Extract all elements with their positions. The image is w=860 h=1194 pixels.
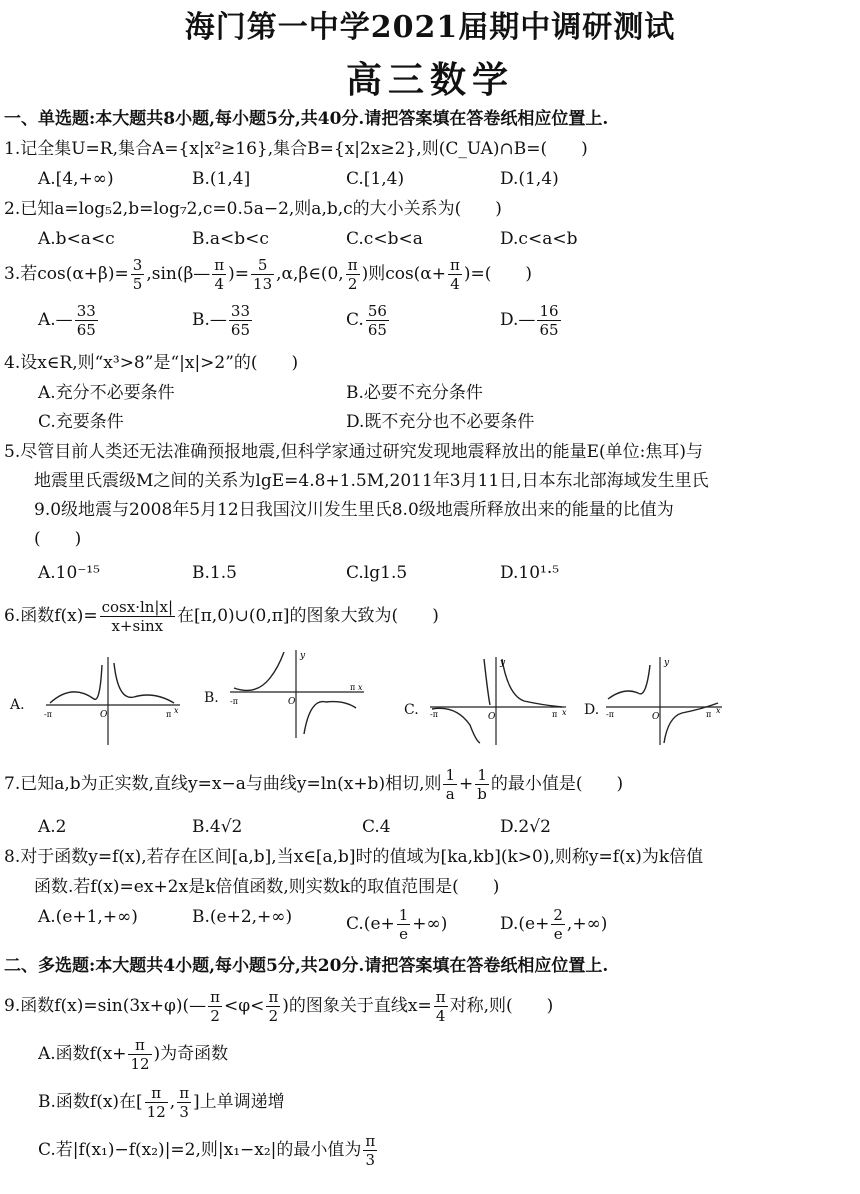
q3-text-1: 3.若cos(α+β)= [4, 264, 129, 284]
q6-stem [4, 598, 439, 635]
q9-text-4: 对称,则( ) [449, 996, 554, 1016]
x-label: x [716, 706, 721, 715]
q5-option-b: B.1.5 [192, 563, 237, 583]
curve-left-high [484, 659, 490, 705]
origin-label: O [100, 710, 108, 720]
q3-text-2: ,sin(β— [146, 264, 211, 284]
q7-option-d: D.2√2 [500, 817, 551, 837]
q1-option-b: B.(1,4] [192, 169, 251, 189]
frac-num: π [179, 1084, 190, 1102]
frac-den: 65 [76, 321, 96, 339]
q7-text-2: 的最小值是( ) [490, 774, 624, 794]
frac-den: 65 [539, 321, 559, 339]
option-label: A.— [38, 310, 73, 330]
opt-frac [397, 906, 411, 943]
option-frac [229, 302, 252, 339]
option-label: C. [346, 310, 364, 330]
q8-stem-line2: 函数.若f(x)=ex+2x是k倍值函数,则实数k的取值范围是( ) [34, 877, 500, 897]
neg-pi-label: -π [430, 710, 438, 719]
frac-num: π [145, 1084, 168, 1103]
opt-text-2: )为奇函数 [153, 1044, 229, 1064]
frac-den: 12 [130, 1055, 150, 1073]
q9-text-1: 9.函数f(x)=sin(3x+φ)(— [4, 996, 207, 1016]
opt-text-1: C.(e+ [346, 914, 395, 934]
x-label: x [358, 683, 363, 692]
frac-den: 3 [365, 1151, 376, 1169]
q3-frac-pi-2 [346, 256, 360, 293]
pi-label: π [166, 710, 172, 719]
q7-option-b: B.4√2 [192, 817, 243, 837]
frac-num: π [347, 256, 358, 274]
q3-text-3: )= [228, 264, 250, 284]
q7-frac-1-b [475, 766, 489, 803]
frac-num: 16 [539, 302, 559, 320]
q9-frac-b [266, 988, 280, 1025]
option-label: B.— [192, 310, 227, 330]
frac-num: 1 [445, 766, 456, 784]
frac-den: a [445, 785, 455, 803]
q2-option-a: A.b<a<c [38, 229, 115, 249]
q5-stem-line1: 5.尽管目前人类还无法准确预报地震,但科学家通过研究发现地震释放出的能量E(单位:焦耳)与 [4, 442, 704, 462]
frac-num: 33 [230, 302, 250, 320]
q8-option-c [346, 906, 447, 943]
y-label: y [500, 658, 506, 668]
neg-pi-label: -π [44, 710, 52, 719]
section1-heading: 一、单选题:本大题共8小题,每小题5分,共40分.请把答案填在答卷纸相应位置上. [4, 109, 609, 129]
graph-a [42, 655, 184, 747]
q3-option-c [346, 302, 391, 339]
q9-text-2: <φ< [224, 996, 265, 1016]
q7-plus: + [459, 774, 474, 794]
option-frac [75, 302, 98, 339]
graph-d-label: D. [584, 702, 600, 718]
opt-frac-2 [177, 1084, 191, 1121]
origin-label: O [288, 697, 296, 707]
frac-den: e [553, 925, 563, 943]
q7-text-1: 7.已知a,b为正实数,直线y=x−a与曲线y=ln(x+b)相切,则 [4, 774, 442, 794]
q1-option-d: D.(1,4) [500, 169, 559, 189]
y-label: y [664, 658, 670, 668]
frac-num: π [128, 1036, 151, 1055]
option-frac [537, 302, 560, 339]
frac-num: 56 [367, 302, 387, 320]
pi-label: π [350, 683, 356, 692]
q2-option-b: B.a<b<c [192, 229, 269, 249]
q8-option-d [500, 906, 607, 943]
frac-num: π [210, 988, 221, 1006]
q1-stem: 1.记全集U=R,集合A={x|x²≥16},集合B={x|2x≥2},则(C_UA)∩B=( ) [4, 139, 588, 159]
curve-right [664, 703, 718, 743]
curve-left [608, 665, 650, 699]
opt-text-1: D.(e+ [500, 914, 550, 934]
q3-text-5: )则cos(α+ [361, 264, 447, 284]
q8-stem-line1: 8.对于函数y=f(x),若存在区间[a,b],当x∈[a,b]时的值域为[ka,kb](k>0),则称y=f(x)为k倍值 [4, 847, 704, 867]
opt-sep: , [169, 1092, 176, 1112]
q7-frac-1-a [443, 766, 457, 803]
section2-heading: 二、多选题:本大题共4小题,每小题5分,共20分.请把答案填在答卷纸相应位置上. [4, 956, 609, 976]
neg-pi-label: -π [606, 710, 614, 719]
q3-frac-3-5 [131, 256, 145, 293]
curve-left [50, 665, 102, 703]
q3-frac-5-13 [251, 256, 274, 293]
frac-den: 13 [253, 275, 273, 293]
frac-num: 5 [251, 256, 274, 275]
q3-option-d [500, 302, 563, 339]
curve-right [304, 702, 356, 734]
q1-option-c: C.[1,4) [346, 169, 405, 189]
graph-c-label: C. [404, 702, 419, 718]
opt-frac [363, 1132, 377, 1169]
curve-right [502, 659, 562, 707]
pi-label: π [706, 710, 712, 719]
frac-num: π [214, 256, 225, 274]
q6-text-1: 6.函数f(x)= [4, 606, 98, 626]
subject-title: 高三数学 [345, 59, 514, 101]
q7-option-a: A.2 [38, 817, 67, 837]
q5-stem-line4: ( ) [34, 529, 82, 549]
y-label: y [300, 651, 306, 661]
frac-num: 1 [398, 906, 409, 924]
frac-den: 2 [347, 275, 358, 293]
opt-frac [551, 906, 565, 943]
frac-den: 2 [210, 1007, 220, 1025]
opt-text-2: ]上单调递增 [193, 1092, 285, 1112]
opt-text-1: C.若|f(x₁)−f(x₂)|=2,则|x₁−x₂|的最小值为 [38, 1140, 362, 1160]
frac-den: 65 [367, 321, 387, 339]
frac-num: 2 [553, 906, 563, 924]
q9-option-a [38, 1036, 228, 1073]
q4-option-a: A.充分不必要条件 [38, 383, 175, 403]
q3-option-a [38, 302, 100, 339]
q5-option-d: D.10¹·⁵ [500, 563, 560, 583]
q7-stem [4, 766, 623, 803]
q3-text-4: ,α,β∈(0, [276, 264, 344, 284]
q9-option-c [38, 1132, 379, 1169]
q3-frac-pi-4 [212, 256, 226, 293]
graph-b-label: B. [204, 690, 219, 706]
option-label: D.— [500, 310, 536, 330]
q5-option-c: C.lg1.5 [346, 563, 408, 583]
neg-pi-label: -π [230, 697, 238, 706]
opt-text-2: ,+∞) [566, 914, 608, 934]
frac-den: 12 [146, 1103, 166, 1121]
q3-option-b [192, 302, 254, 339]
q4-stem: 4.设x∈R,则“x³>8”是“|x|>2”的( ) [4, 353, 299, 373]
option-frac [366, 302, 389, 339]
frac-den: 2 [268, 1007, 279, 1025]
graph-b [226, 648, 368, 740]
q8-option-b: B.(e+2,+∞) [192, 907, 293, 927]
frac-den: 3 [179, 1103, 189, 1121]
frac-den: 5 [132, 275, 143, 293]
frac-num: π [268, 988, 279, 1006]
q9-frac-c [434, 988, 448, 1025]
frac-num: π [365, 1132, 376, 1150]
school-title: 海门第一中学2021届期中调研测试 [184, 10, 676, 45]
frac-num: 3 [132, 256, 143, 274]
x-label: x [562, 708, 567, 717]
q5-stem-line2: 地震里氏震级M之间的关系为lgE=4.8+1.5M,2011年3月11日,日本东北部海域发生里氏 [34, 471, 709, 491]
curve-left-low [432, 708, 480, 743]
frac-den: 65 [230, 321, 250, 339]
curve-left [234, 652, 284, 690]
q3-stem [4, 256, 532, 293]
q4-option-c: C.充要条件 [38, 412, 124, 432]
frac-num: cosx·ln|x| [101, 598, 173, 616]
frac-num: 33 [76, 302, 96, 320]
opt-text-1: B.函数f(x)在[ [38, 1092, 143, 1112]
q8-option-a: A.(e+1,+∞) [38, 907, 138, 927]
frac-den: 4 [450, 275, 460, 293]
q9-frac-a [208, 988, 222, 1025]
graph-d [602, 655, 728, 747]
opt-frac-1 [145, 1084, 168, 1121]
q9-option-b [38, 1084, 285, 1121]
q4-option-d: D.既不充分也不必要条件 [346, 412, 535, 432]
q5-stem-line3: 9.0级地震与2008年5月12日我国汶川发生里氏8.0级地震所释放出来的能量的比值为 [34, 500, 674, 520]
q3-text-6: )=( ) [463, 264, 533, 284]
curve-right [114, 663, 174, 703]
frac-den: x+sinx [111, 617, 164, 635]
frac-den: 4 [435, 1007, 446, 1025]
q3-frac-pi-4b [448, 256, 462, 293]
q9-text-3: )的图象关于直线x= [282, 996, 432, 1016]
opt-frac [128, 1036, 151, 1073]
q6-text-2: 在[π,0)∪(0,π]的图象大致为( ) [177, 606, 439, 626]
origin-label: O [488, 712, 496, 722]
q7-option-c: C.4 [362, 817, 391, 837]
q2-option-c: C.c<b<a [346, 229, 423, 249]
origin-label: O [652, 712, 660, 722]
q4-option-b: B.必要不充分条件 [346, 383, 483, 403]
frac-num: π [435, 988, 446, 1006]
q2-option-d: D.c<a<b [500, 229, 578, 249]
q2-stem: 2.已知a=log₅2,b=log₇2,c=0.5a−2,则a,b,c的大小关系为( ) [4, 199, 502, 219]
q1-option-a: A.[4,+∞) [38, 169, 114, 189]
q6-frac [100, 598, 175, 635]
frac-den: e [399, 925, 408, 943]
frac-den: 4 [214, 275, 224, 293]
q5-option-a: A.10⁻¹⁵ [38, 563, 100, 583]
q9-stem [4, 988, 553, 1025]
x-label: x [174, 706, 179, 715]
frac-num: 1 [475, 766, 489, 785]
graph-c [426, 655, 572, 747]
opt-text-2: +∞) [412, 914, 448, 934]
frac-num: π [450, 256, 460, 274]
opt-text-1: A.函数f(x+ [38, 1044, 127, 1064]
pi-label: π [552, 710, 558, 719]
graph-a-label: A. [10, 697, 25, 713]
frac-den: b [477, 785, 487, 803]
